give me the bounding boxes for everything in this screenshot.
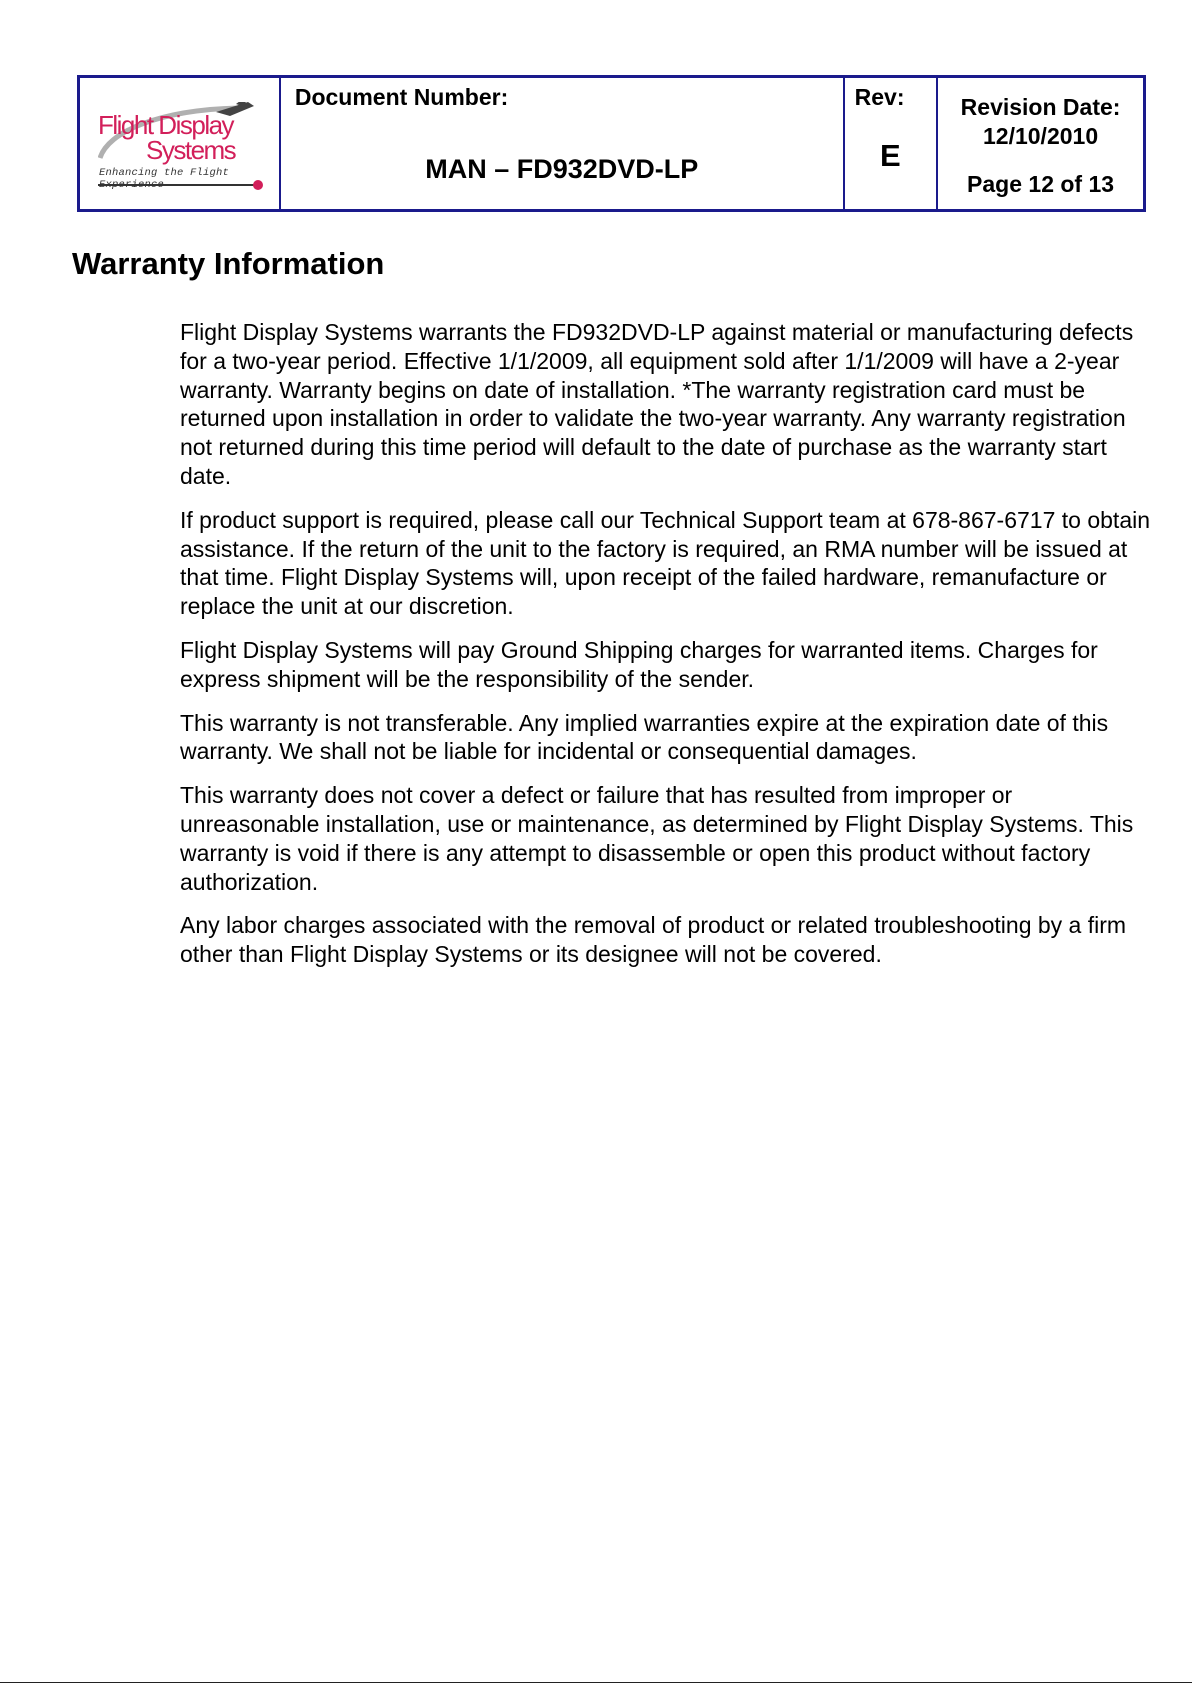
paragraph: Any labor charges associated with the removal of product or related troubleshooting by a firm other than Flight Display Systems or its designee will not be covered.	[180, 912, 1127, 968]
logo-name-line1: Flight Display	[98, 110, 234, 140]
revision-date-label: Revision Date:	[960, 94, 1121, 120]
logo-name-line2: Systems	[146, 135, 236, 165]
document-number: MAN – FD932DVD-LP	[425, 154, 699, 184]
section-title: Warranty Information	[72, 246, 385, 281]
paragraph: If product support is required, please call our Technical Support team at 678-867-6717 to obtain assistance. If the return of the unit to the factory is required, an RMA number will be issued at that time. Flight Display Systems will, upon receipt of the failed hardware, remanufacture or replace the unit at our discretion.	[180, 506, 1151, 620]
document-header-table	[77, 75, 1146, 212]
revision-cell	[844, 77, 937, 210]
page-number: Page 12 of 13	[967, 171, 1115, 197]
paragraph: Flight Display Systems warrants the FD932DVD-LP against material or manufacturing defects for a two-year period. Effective 1/1/2009, all equipment sold after 1/1/2009 will have a 2-year warranty. Warranty begins on date of installation. *The warranty registration card must be returned upon installation in order to validate the two-year warranty. Any warranty registration not returned during this time period will default to the date of purchase as the warranty start date.	[180, 319, 1134, 489]
paragraph: Flight Display Systems will pay Ground Shipping charges for warranted items. Charges for express shipment will be the responsibility of the sender.	[180, 636, 1098, 692]
logo-cell	[79, 77, 280, 210]
logo-underline	[98, 184, 256, 186]
document-number-label: Document Number:	[294, 84, 509, 110]
paragraph: This warranty does not cover a defect or failure that has resulted from improper or unreasonable installation, use or maintenance, as determined by Flight Display Systems. This warranty is void if there is any attempt to disassemble or open this product without factory authorization.	[180, 782, 1134, 895]
warranty-body	[180, 318, 1155, 984]
revision-date-block	[938, 93, 1143, 151]
rev-label: Rev:	[854, 84, 905, 110]
company-logo	[98, 102, 268, 192]
logo-dot	[253, 180, 263, 190]
document-number-cell	[280, 77, 844, 210]
rev-value: E	[880, 138, 901, 173]
logo-tagline: Enhancing the Flight	[99, 167, 230, 179]
footer-rule	[0, 1682, 1192, 1683]
revision-date-cell	[937, 77, 1144, 210]
revision-date: 12/10/2010	[983, 123, 1099, 149]
paragraph: This warranty is not transferable. Any implied warranties expire at the expiration date of this warranty. We shall not be liable for incidental or consequential damages.	[180, 709, 1109, 765]
